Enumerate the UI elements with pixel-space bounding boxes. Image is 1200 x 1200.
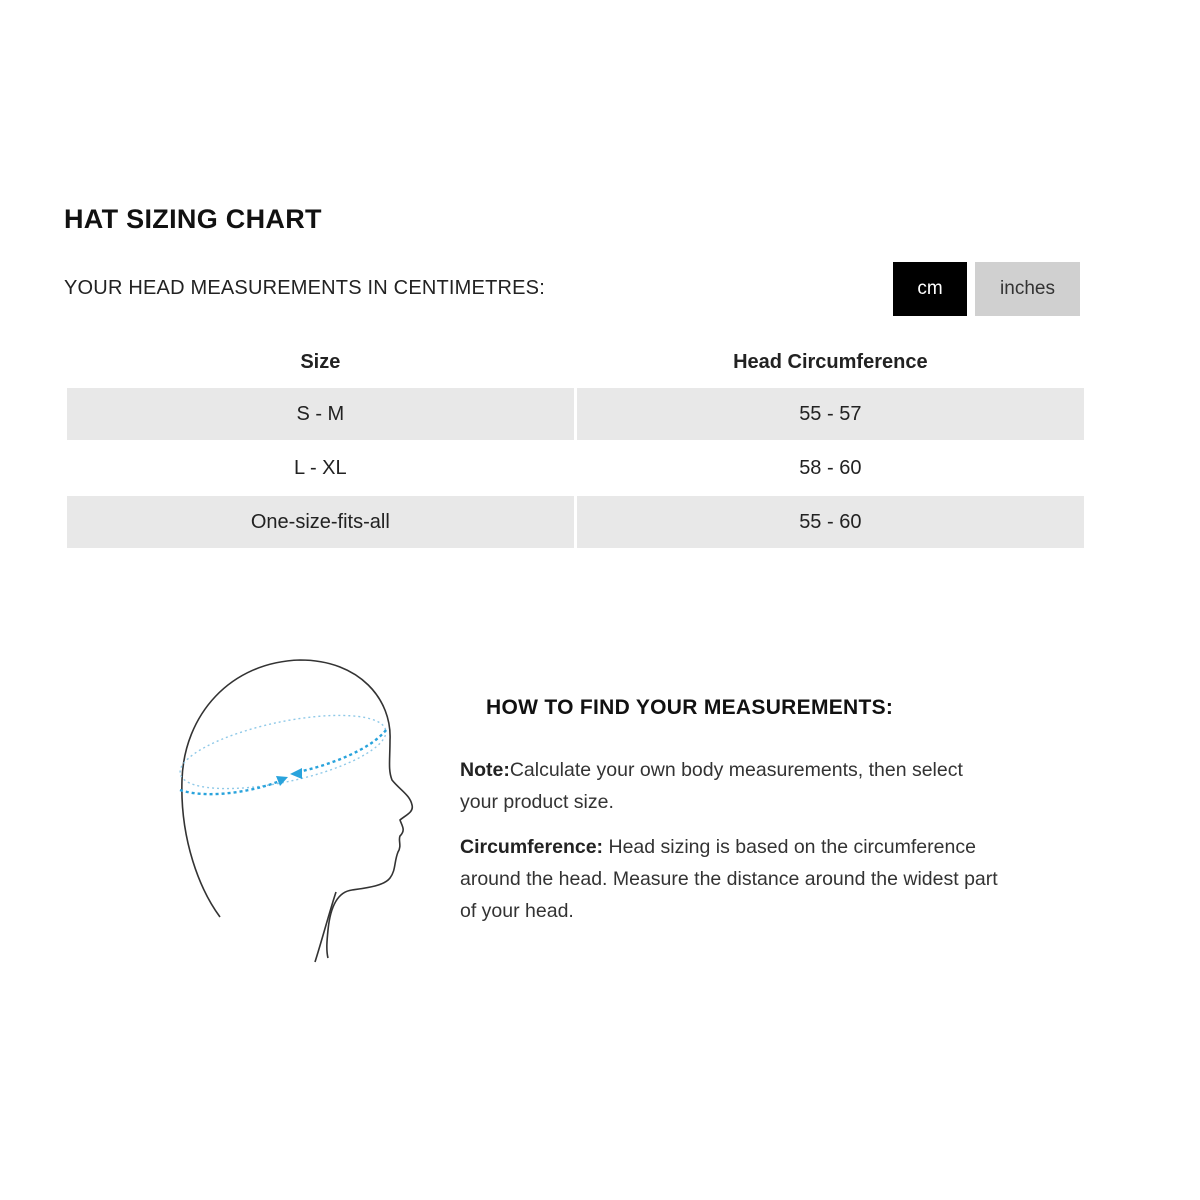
- circumference-cell: 58 - 60: [577, 440, 1084, 494]
- circumference-paragraph: [460, 831, 1000, 927]
- neck-back-line: [206, 830, 220, 917]
- size-table: [64, 336, 1087, 548]
- measurements-heading: YOUR HEAD MEASUREMENTS IN CENTIMETRES:: [64, 277, 545, 299]
- table-row: [67, 494, 1084, 548]
- table-row: [67, 388, 1084, 440]
- header-size: Size: [300, 350, 341, 373]
- page-title: HAT SIZING CHART: [64, 204, 322, 234]
- note-text: Calculate your own body measurements, then select your product size.: [460, 759, 963, 813]
- size-cell: L - XL: [67, 440, 574, 494]
- how-to-title: HOW TO FIND YOUR MEASUREMENTS:: [486, 696, 894, 719]
- unit-cm-button[interactable]: cm: [893, 262, 967, 316]
- header-head-circumference: Head Circumference: [733, 350, 928, 373]
- circumference-cell: 55 - 57: [577, 388, 1084, 440]
- measurement-ellipse: [174, 701, 392, 803]
- circumference-text: Head sizing is based on the circumference around the head. Measure the distance around the widest part of your head.: [460, 836, 998, 922]
- head-measurement-icon: [170, 640, 430, 970]
- arrow-head-right: [276, 776, 288, 786]
- unit-toggle: [893, 262, 1080, 316]
- size-cell: S - M: [67, 388, 574, 440]
- note-label: Note:: [460, 759, 510, 781]
- unit-inches-button[interactable]: inches: [975, 262, 1080, 316]
- table-header-row: [67, 336, 1084, 388]
- circumference-cell: 55 - 60: [577, 494, 1084, 548]
- arrow-head-left: [290, 768, 302, 779]
- note-paragraph: [460, 754, 1000, 818]
- circumference-label: Circumference:: [460, 836, 604, 858]
- neck-front-line: [315, 892, 336, 962]
- size-cell: One-size-fits-all: [67, 494, 574, 548]
- measurement-arrow-back: [298, 730, 386, 772]
- measurement-arrow-front: [180, 780, 282, 794]
- instructions: [460, 754, 1000, 940]
- head-outline: [182, 660, 412, 958]
- table-row: [67, 440, 1084, 494]
